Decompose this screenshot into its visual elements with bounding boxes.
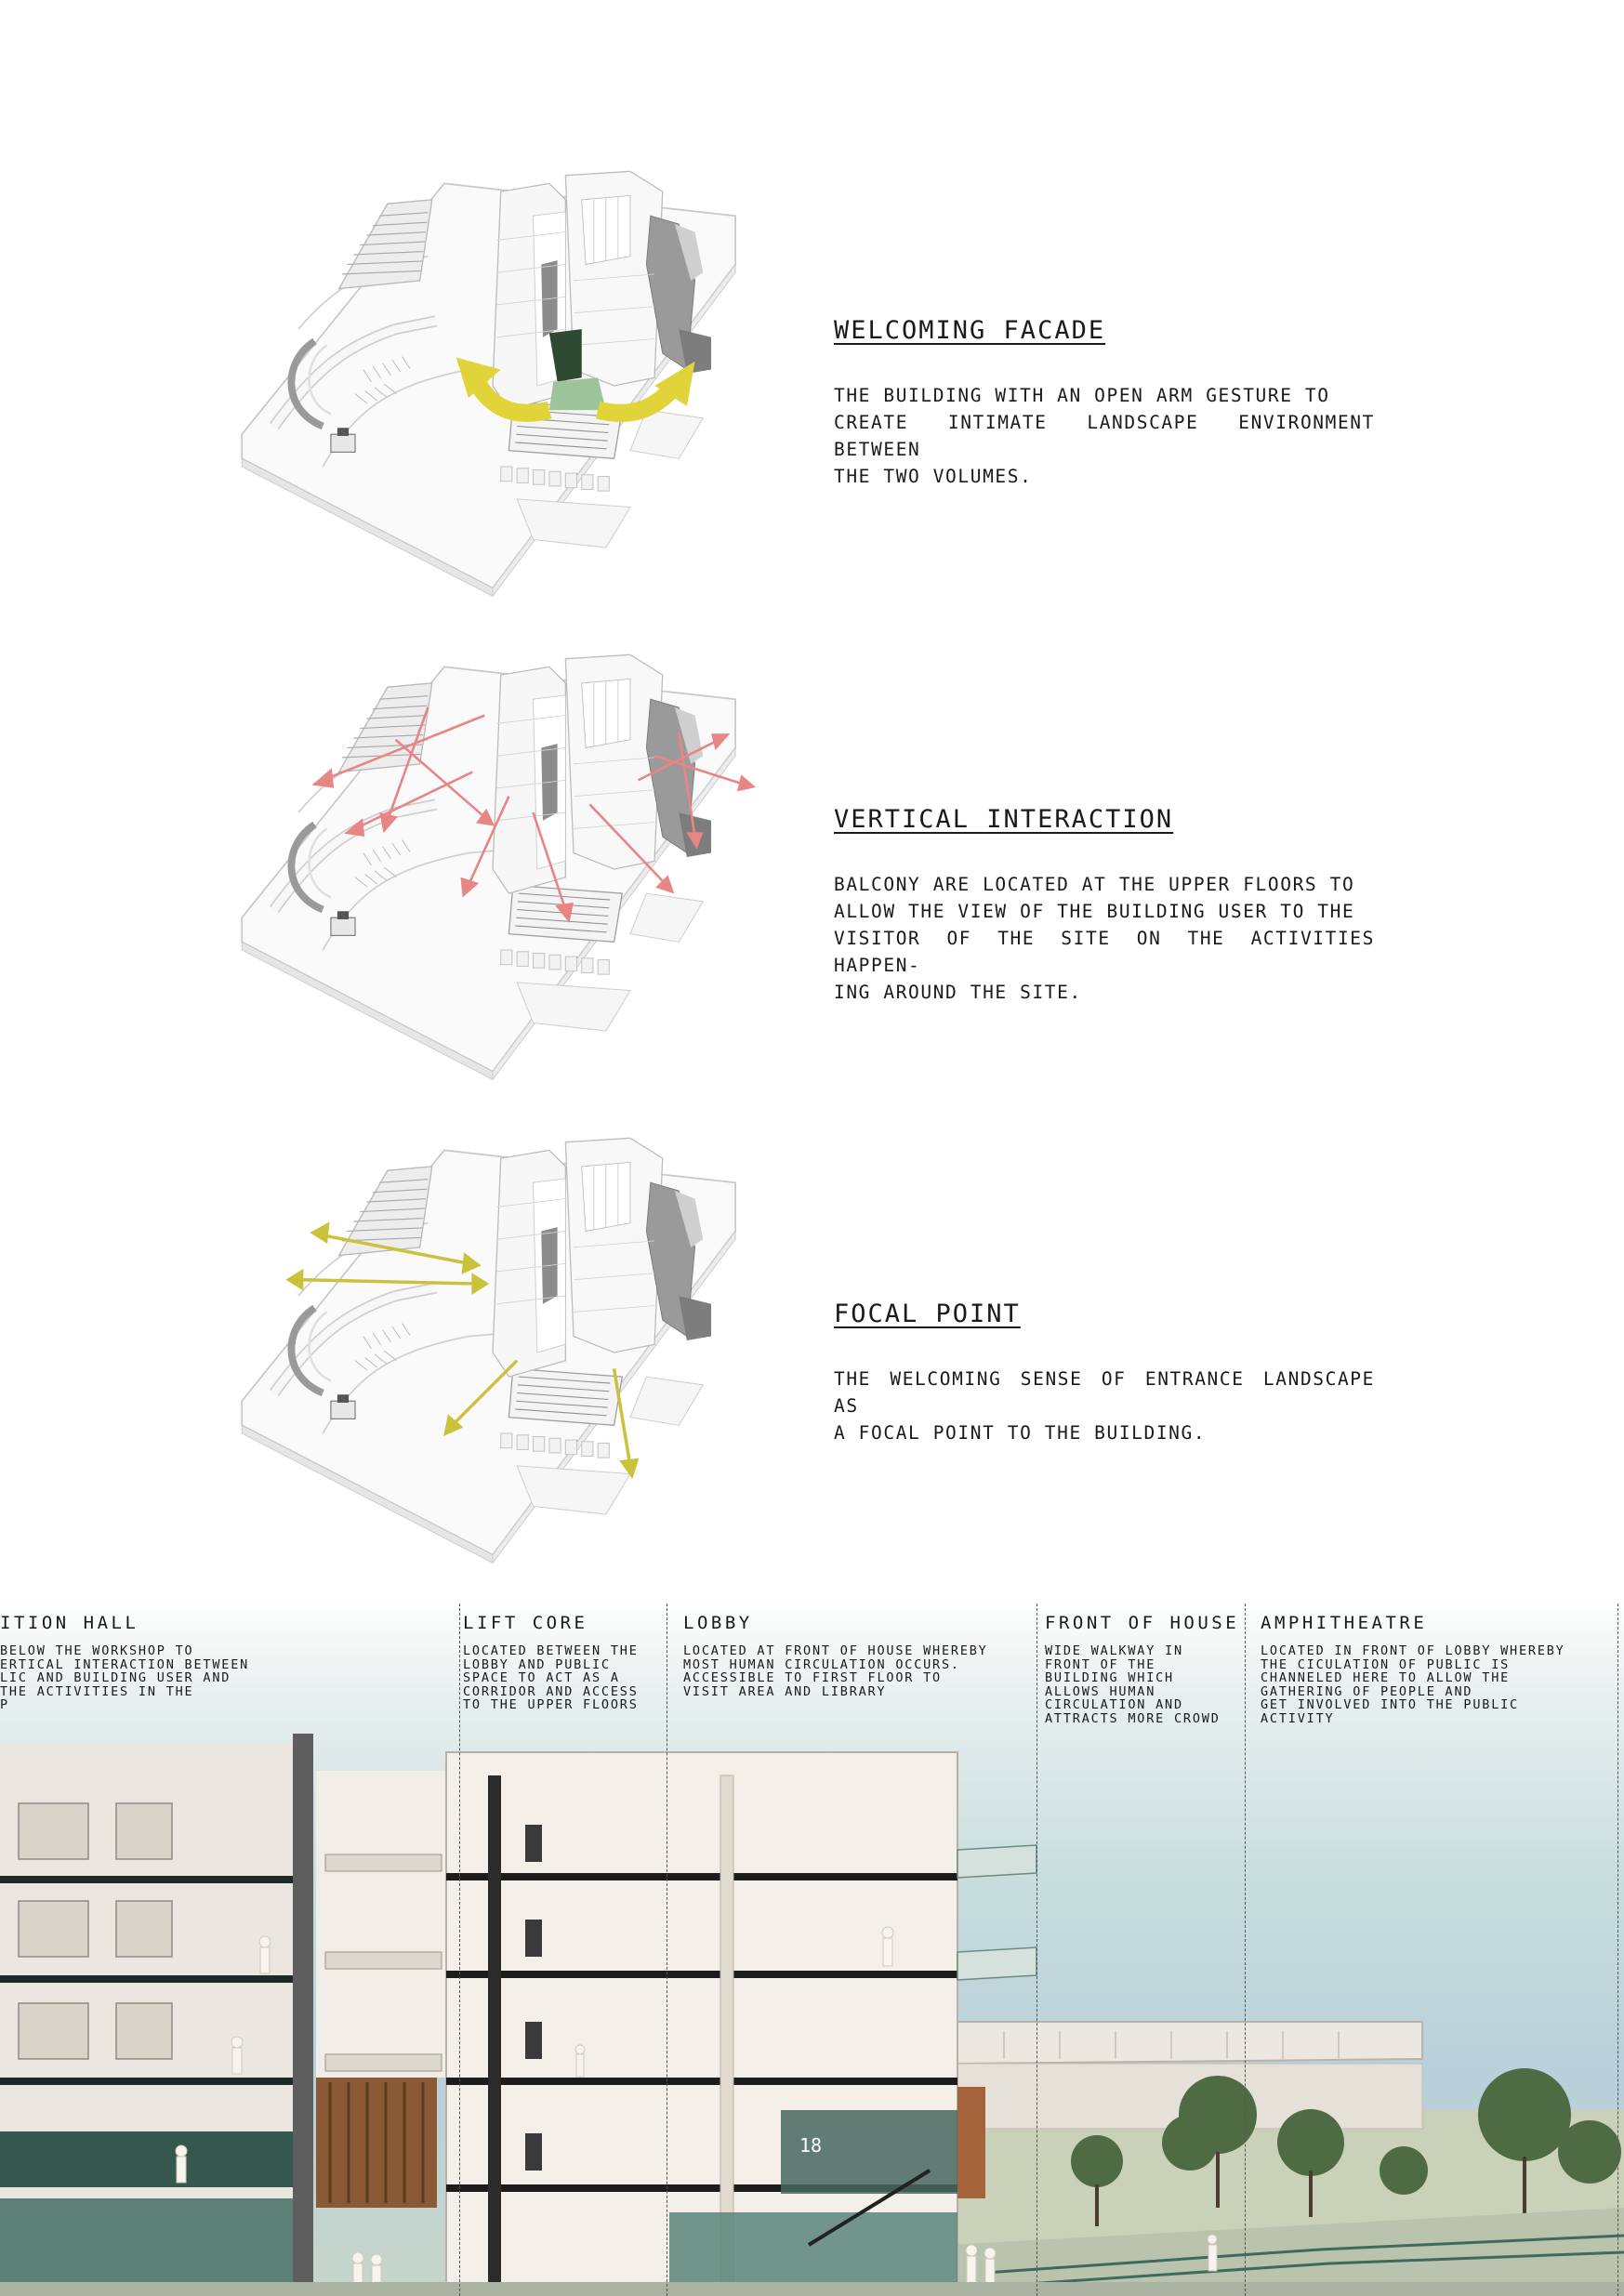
concept-title: WELCOMING FACADE bbox=[834, 316, 1106, 345]
concept-focal-point bbox=[834, 1300, 1375, 1446]
zone-divider bbox=[1617, 1603, 1618, 2296]
zone-title: AMPHITHEATRE bbox=[1261, 1613, 1428, 1633]
zone-title: FRONT OF HOUSE bbox=[1045, 1613, 1240, 1633]
zone-text: LOCATED IN FRONT OF LOBBY WHEREBY THE CICULATION OF PUBLIC IS CHANNELED HERE TO ALLOW THE GATHERING OF PEOPLE AND GET INVOLVED INTO THE PUBLIC ACTIVITY bbox=[1261, 1643, 1565, 1726]
zone-divider bbox=[1036, 1603, 1037, 2296]
zone-exhibition-hall bbox=[0, 1613, 279, 1712]
zone-text: WIDE WALKWAY IN FRONT OF THE BUILDING WHICH ALLOWS HUMAN CIRCULATION AND ATTRACTS MORE CROWD bbox=[1045, 1643, 1221, 1726]
zone-text: BELOW THE WORKSHOP TO ERTICAL INTERACTION BETWEEN LIC AND BUILDING USER AND THE ACTIVITIES IN THE P bbox=[0, 1643, 250, 1712]
zone-text: LOCATED BETWEEN THE LOBBY AND PUBLIC SPACE TO ACT AS A CORRIDOR AND ACCESS TO THE UPPER FLOORS bbox=[463, 1643, 639, 1712]
building-section-render bbox=[0, 1594, 1624, 2296]
zone-lobby bbox=[683, 1613, 1032, 1698]
concept-title: FOCAL POINT bbox=[834, 1300, 1021, 1328]
welcoming-facade-diagram bbox=[186, 167, 799, 604]
focal-point-diagram bbox=[186, 1134, 799, 1571]
zone-title: LIFT CORE bbox=[463, 1613, 588, 1633]
concept-welcoming-facade bbox=[834, 316, 1375, 490]
concept-text: THE WELCOMING SENSE OF ENTRANCE LANDSCAPE AS A FOCAL POINT TO THE BUILDING. bbox=[834, 1368, 1375, 1444]
zone-lift-core bbox=[463, 1613, 663, 1712]
zone-title: ITION HALL bbox=[0, 1613, 139, 1633]
green-landscape-patch bbox=[549, 377, 606, 410]
concept-text: BALCONY ARE LOCATED AT THE UPPER FLOORS TO ALLOW THE VIEW OF THE BUILDING USER TO THE VISITOR OF THE SITE ON THE ACTIVITIES HAPPEN- ING AROUND THE SITE. bbox=[834, 874, 1375, 1003]
page-number: 18 bbox=[799, 2134, 823, 2157]
concept-text: THE BUILDING WITH AN OPEN ARM GESTURE TO CREATE INTIMATE LANDSCAPE ENVIRONMENT BETWEEN THE TWO VOLUMES. bbox=[834, 385, 1375, 487]
zone-divider bbox=[459, 1603, 460, 2296]
zone-text: LOCATED AT FRONT OF HOUSE WHEREBY MOST HUMAN CIRCULATION OCCURS. ACCESSIBLE TO FIRST FLOOR TO VISIT AREA AND LIBRARY bbox=[683, 1643, 988, 1699]
zone-divider bbox=[1245, 1603, 1246, 2296]
concept-vertical-interaction bbox=[834, 805, 1375, 1006]
vertical-interaction-diagram bbox=[186, 651, 799, 1088]
zone-title: LOBBY bbox=[683, 1613, 753, 1633]
concept-title: VERTICAL INTERACTION bbox=[834, 805, 1174, 834]
zone-amphitheatre bbox=[1261, 1613, 1614, 1725]
zone-front-of-house bbox=[1045, 1613, 1242, 1725]
